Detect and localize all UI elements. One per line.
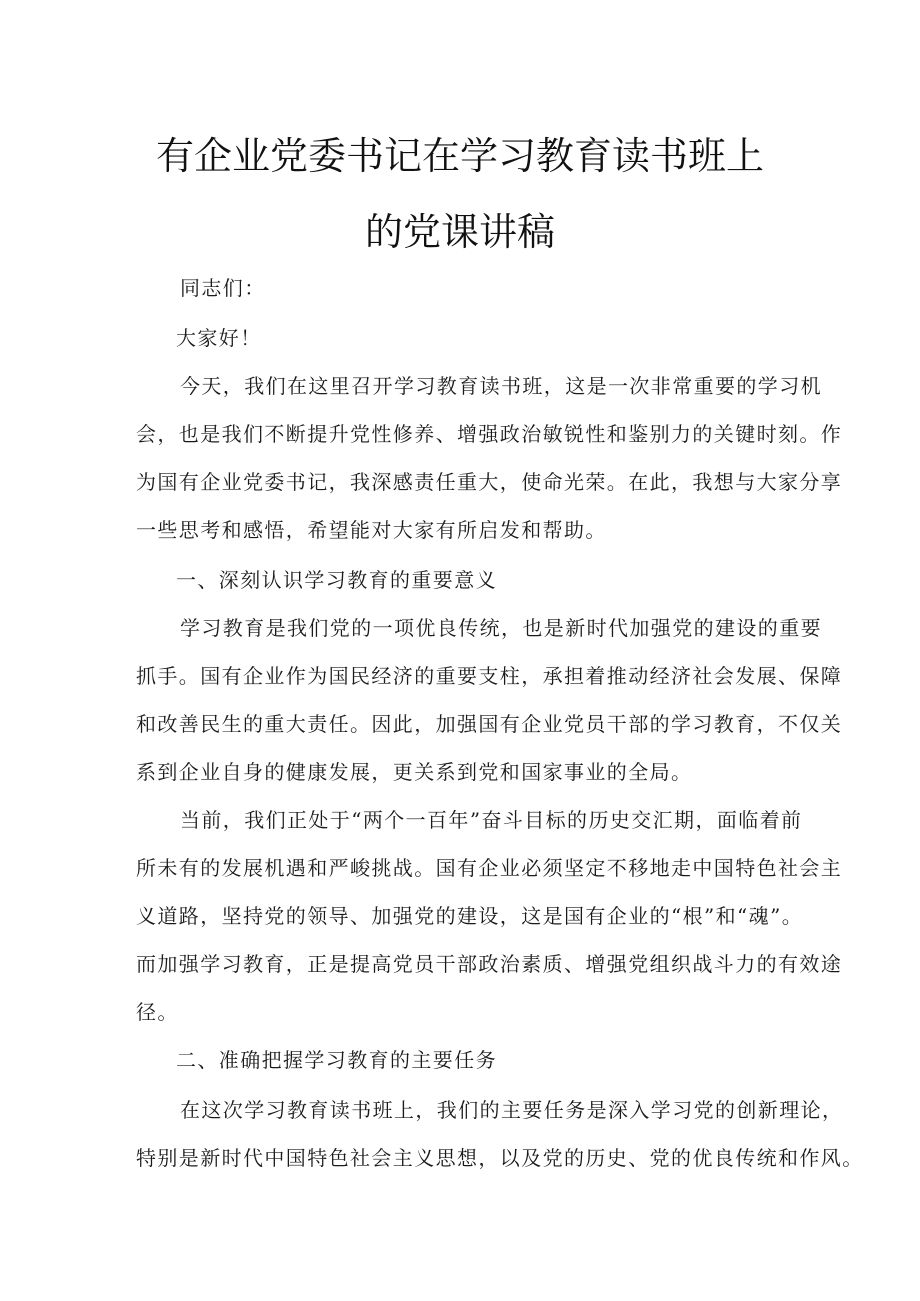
paragraph-line: 在这次学习教育读书班上，我们的主要任务是深入学习党的创新理论， — [180, 1098, 844, 1122]
section-heading-1: 一、深刻认识学习教育的重要意义 — [176, 568, 497, 592]
paragraph-line: 而加强学习教育，正是提高党员干部政治素质、增强党组织战斗力的有效途 — [136, 952, 843, 976]
paragraph-line: 径。 — [136, 1000, 179, 1024]
paragraph-line: 学习教育是我们党的一项优良传统，也是新时代加强党的建设的重要 — [180, 616, 822, 640]
salutation: 同志们： — [180, 276, 266, 300]
document-title-line-2: 的党课讲稿 — [364, 210, 555, 254]
paragraph-line: 特别是新时代中国特色社会主义思想，以及党的历史、党的优良传统和作风。 — [136, 1146, 864, 1170]
paragraph-line: 今天，我们在这里召开学习教育读书班，这是一次非常重要的学习机 — [180, 374, 822, 398]
paragraph-line: 义道路，坚持党的领导、加强党的建设，这是国有企业的“根”和“魂”。 — [136, 904, 804, 928]
paragraph-line: 一些思考和感悟，希望能对大家有所启发和帮助。 — [136, 518, 607, 542]
document-title-line-1: 有企业党委书记在学习教育读书班上 — [155, 134, 764, 178]
paragraph-line: 会，也是我们不断提升党性修养、增强政治敏锐性和鉴别力的关键时刻。作 — [136, 422, 843, 446]
greeting: 大家好！ — [176, 326, 262, 350]
paragraph-line: 当前，我们正处于“两个一百年”奋斗目标的历史交汇期，面临着前 — [180, 808, 803, 832]
paragraph-line: 所未有的发展机遇和严峻挑战。国有企业必须坚定不移地走中国特色社会主 — [136, 856, 843, 880]
paragraph-line: 抓手。国有企业作为国民经济的重要支柱，承担着推动经济社会发展、保障 — [136, 664, 843, 688]
paragraph-line: 和改善民生的重大责任。因此，加强国有企业党员干部的学习教育，不仅关 — [136, 712, 843, 736]
section-heading-2: 二、准确把握学习教育的主要任务 — [176, 1048, 497, 1072]
paragraph-line: 为国有企业党委书记，我深感责任重大，使命光荣。在此，我想与大家分享 — [136, 470, 843, 494]
paragraph-line: 系到企业自身的健康发展，更关系到党和国家事业的全局。 — [136, 760, 693, 784]
